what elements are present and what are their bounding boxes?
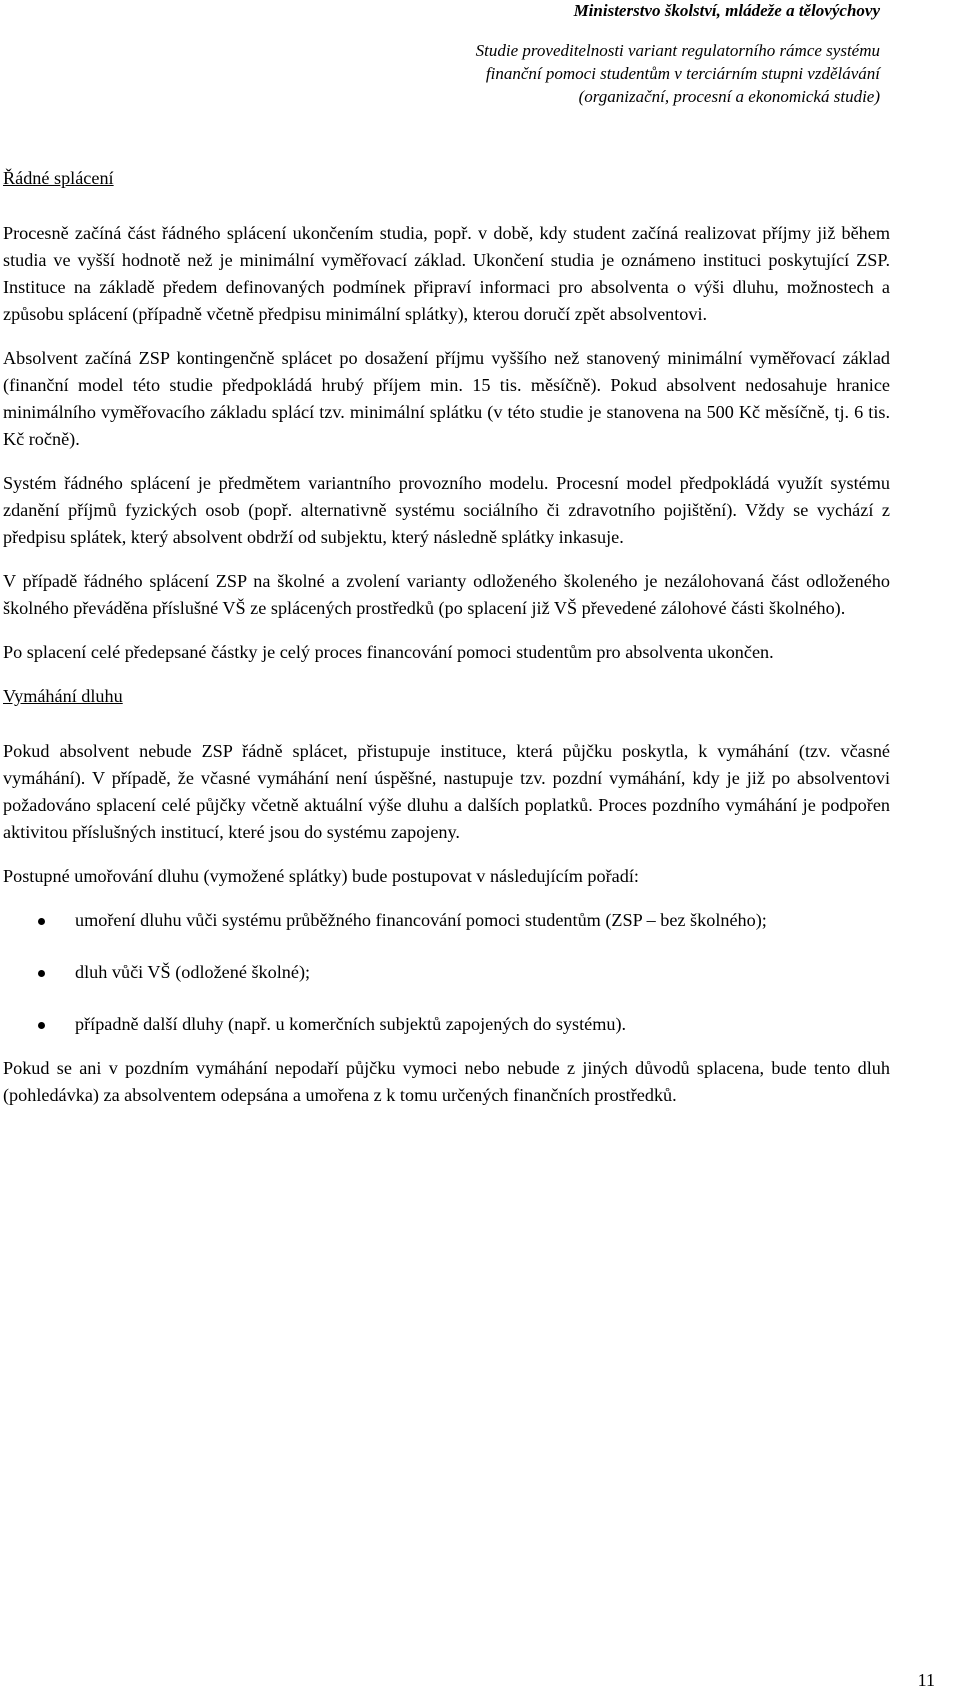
list-item-text: případně další dluhy (např. u komerčních subjektů zapojených do systému). xyxy=(75,1014,627,1034)
paragraph: Postupné umořování dluhu (vymožené splátky) bude postupovat v následujícím pořadí: xyxy=(3,866,639,886)
study-title-line: (organizační, procesní a ekonomická studie) xyxy=(578,87,880,106)
list-item xyxy=(3,959,890,986)
paragraph: Procesně začíná část řádného splácení ukončením studia, popř. v době, kdy student začíná realizovat příjmy již během studia ve vyšší hodnotě než je minimální vyměřovací základ. Ukončení studia je oznámeno instituci poskytující ZSP. Instituce na základě předem definovaných podmínek připraví informaci pro absolventa o výši dluhu, možnostech a způsobu splácení (případně včetně předpisu minimální splátky), kterou doručí zpět absolventovi. xyxy=(3,223,890,324)
document-body xyxy=(3,165,890,1126)
paragraph: Absolvent začíná ZSP kontingenčně splácet po dosažení příjmu vyššího než stanovený minimální vyměřovací základ (finanční model této studie předpokládá hrubý příjem min. 15 tis. měsíčně). Pokud absolvent nedosahuje hranice minimálního vyměřovacího základu splácí tzv. minimální splátku (v této studie je stanovena na 500 Kč měsíčně, tj. 6 tis. Kč ročně). xyxy=(3,348,890,449)
paragraph: Pokud se ani v pozdním vymáhání nepodaří půjčku vymoci nebo nebude z jiných důvodů splacena, bude tento dluh (pohledávka) za absolventem odepsána a umořena z k tomu určených finančních prostředků. xyxy=(3,1058,890,1105)
bullet-dot-icon xyxy=(38,1022,45,1029)
bullet-list xyxy=(3,907,890,1038)
bullet-dot-icon xyxy=(38,918,45,925)
paragraph: Systém řádného splácení je předmětem variantního provozního modelu. Procesní model předpokládá využít systému zdanění příjmů fyzických osob (popř. alternativně systému sociálního či zdravotního pojištění). Vždy se vychází z předpisu splátek, který absolvent obdrží od subjektu, který následně splátky inkasuje. xyxy=(3,473,890,547)
list-item xyxy=(3,907,890,934)
paragraph: Pokud absolvent nebude ZSP řádně splácet, přistupuje instituce, která půjčku poskytla, k vymáhání (tzv. včasné vymáhání). V případě, že včasné vymáhání není úspěšné, nastupuje tzv. pozdní vymáhání, kdy je již po absolventovi požadováno splacení celé půjčky včetně aktuální výše dluhu a dalších poplatků. Proces pozdního vymáhání je podpořen aktivitou příslušných institucí, které jsou do systému zapojeny. xyxy=(3,741,890,842)
paragraph: V případě řádného splácení ZSP na školné a zvolení varianty odloženého školeného je nezálohovaná část odloženého školného převáděna příslušné VŠ ze splácených prostředků (po splacení již VŠ převedené zálohové části školného). xyxy=(3,571,890,618)
bullet-dot-icon xyxy=(38,970,45,977)
page-number: 11 xyxy=(917,1670,935,1690)
list-item-text: umoření dluhu vůči systému průběžného financování pomoci studentům (ZSP – bez školného); xyxy=(75,910,767,930)
study-title xyxy=(100,39,880,108)
section-heading-vymahani-dluhu: Vymáhání dluhu xyxy=(3,686,123,706)
list-item xyxy=(3,1011,890,1038)
study-title-line: finanční pomoci studentům v terciárním stupni vzdělávání xyxy=(485,64,880,83)
study-title-line: Studie proveditelnosti variant regulatorního rámce systému xyxy=(475,41,880,60)
list-item-text: dluh vůči VŠ (odložené školné); xyxy=(75,962,311,982)
page-header xyxy=(100,0,880,108)
ministry-name: Ministerstvo školství, mládeže a tělovýchovy xyxy=(573,1,880,20)
section-heading-radne-splaceni: Řádné splácení xyxy=(3,168,114,188)
paragraph: Po splacení celé předepsané částky je celý proces financování pomoci studentům pro absolventa ukončen. xyxy=(3,642,774,662)
